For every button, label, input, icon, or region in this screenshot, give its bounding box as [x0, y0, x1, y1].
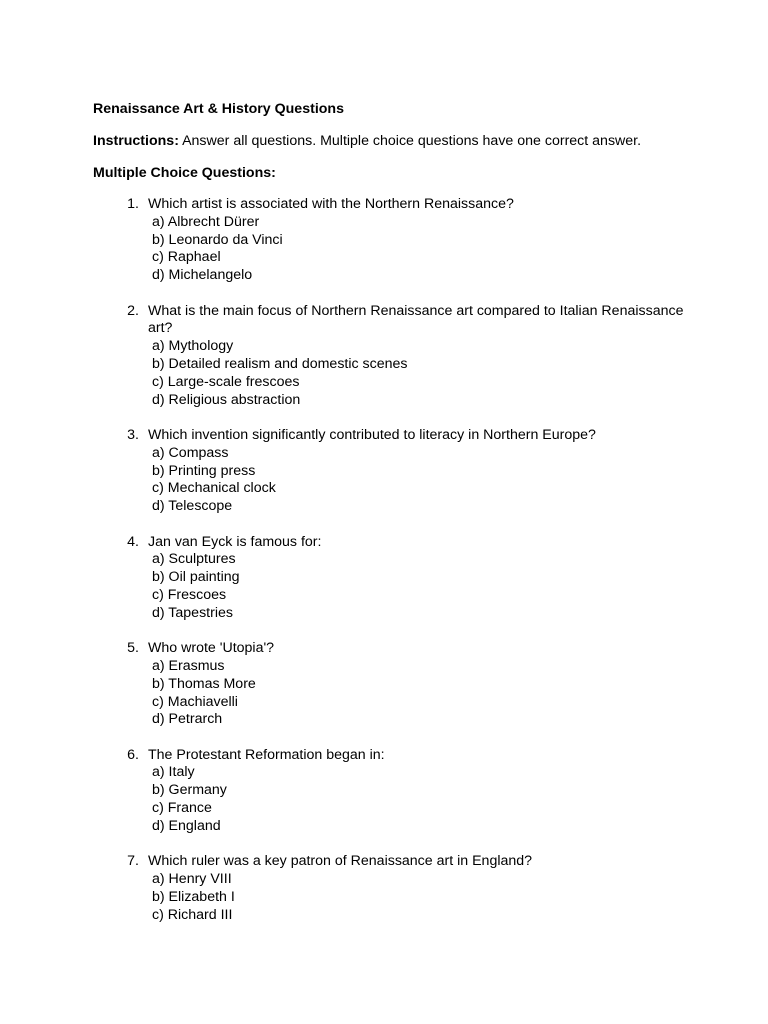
question-number-cell: [93, 534, 139, 623]
answer-options: [148, 338, 708, 409]
answer-options: [148, 551, 708, 622]
answer-option: b) Germany: [152, 782, 227, 799]
question-list: [93, 196, 708, 924]
answer-options: [148, 871, 708, 924]
instructions-text: Answer all questions. Multiple choice questions have one correct answer.: [178, 133, 642, 149]
answer-options: [148, 445, 708, 516]
answer-option: d) England: [152, 817, 221, 834]
document-title: Renaissance Art & History Questions: [93, 101, 344, 117]
section-heading: Multiple Choice Questions:: [93, 165, 276, 181]
answer-option: c) Mechanical clock: [152, 480, 276, 497]
answer-option: c) France: [152, 800, 212, 817]
question-text: Jan van Eyck is famous for:: [148, 533, 322, 550]
question-item: [93, 196, 708, 285]
question-text: Who wrote 'Utopia'?: [148, 640, 275, 657]
question-item: [93, 534, 708, 623]
question-item: [93, 853, 708, 924]
answer-option: b) Thomas More: [152, 675, 256, 692]
answer-option: c) Large-scale frescoes: [152, 373, 300, 390]
question-body: [139, 303, 708, 410]
answer-option: d) Religious abstraction: [152, 391, 301, 408]
question-body: [139, 427, 708, 516]
answer-option: a) Sculptures: [152, 551, 236, 568]
answer-option: c) Machiavelli: [152, 693, 238, 710]
question-text: Which artist is associated with the Northern Renaissance?: [148, 196, 514, 212]
question-number: 6.: [127, 746, 139, 763]
answer-option: b) Oil painting: [152, 569, 240, 586]
question-number-cell: [93, 747, 139, 836]
question-number: 4.: [127, 533, 139, 550]
question-number: 2.: [127, 302, 139, 319]
answer-options: [148, 764, 708, 835]
answer-option: b) Elizabeth I: [152, 888, 235, 905]
question-item: [93, 640, 708, 729]
answer-option: d) Michelangelo: [152, 267, 253, 284]
answer-option: b) Detailed realism and domestic scenes: [152, 355, 408, 372]
answer-option: b) Printing press: [152, 462, 256, 479]
answer-option: a) Henry VIII: [152, 871, 232, 888]
answer-option: d) Tapestries: [152, 604, 233, 621]
question-body: [139, 853, 708, 924]
question-number-cell: [93, 640, 139, 729]
answer-option: c) Frescoes: [152, 586, 227, 603]
question-text: Which invention significantly contributed to literacy in Northern Europe?: [148, 426, 596, 443]
question-body: [139, 196, 708, 285]
question-number: 3.: [127, 426, 139, 443]
answer-option: a) Albrecht Dürer: [152, 213, 260, 230]
answer-option: b) Leonardo da Vinci: [152, 231, 283, 248]
question-text: The Protestant Reformation began in:: [148, 746, 385, 763]
question-number-cell: [93, 853, 139, 924]
question-number: 5.: [127, 640, 139, 657]
question-number-cell: [93, 196, 139, 285]
question-item: [93, 303, 708, 410]
instructions-label: Instructions:: [93, 133, 179, 149]
question-item: [93, 427, 708, 516]
answer-options: [148, 214, 708, 285]
instructions: [93, 132, 708, 150]
question-text: What is the main focus of Northern Renaissance art compared to Italian Renaissance art?: [148, 302, 684, 337]
answer-option: d) Telescope: [152, 498, 233, 515]
question-item: [93, 747, 708, 836]
question-number-cell: [93, 427, 139, 516]
question-number: 1.: [127, 196, 139, 212]
answer-option: d) Petrarch: [152, 711, 223, 728]
answer-option: c) Richard III: [152, 906, 233, 923]
answer-option: c) Raphael: [152, 249, 221, 266]
answer-option: a) Compass: [152, 444, 229, 461]
answer-option: a) Mythology: [152, 338, 234, 355]
question-body: [139, 640, 708, 729]
answer-option: a) Italy: [152, 764, 195, 781]
answer-options: [148, 658, 708, 729]
question-number: 7.: [127, 853, 139, 870]
answer-option: a) Erasmus: [152, 657, 225, 674]
question-text: Which ruler was a key patron of Renaissance art in England?: [148, 853, 533, 870]
question-number-cell: [93, 303, 139, 410]
question-body: [139, 747, 708, 836]
question-body: [139, 534, 708, 623]
